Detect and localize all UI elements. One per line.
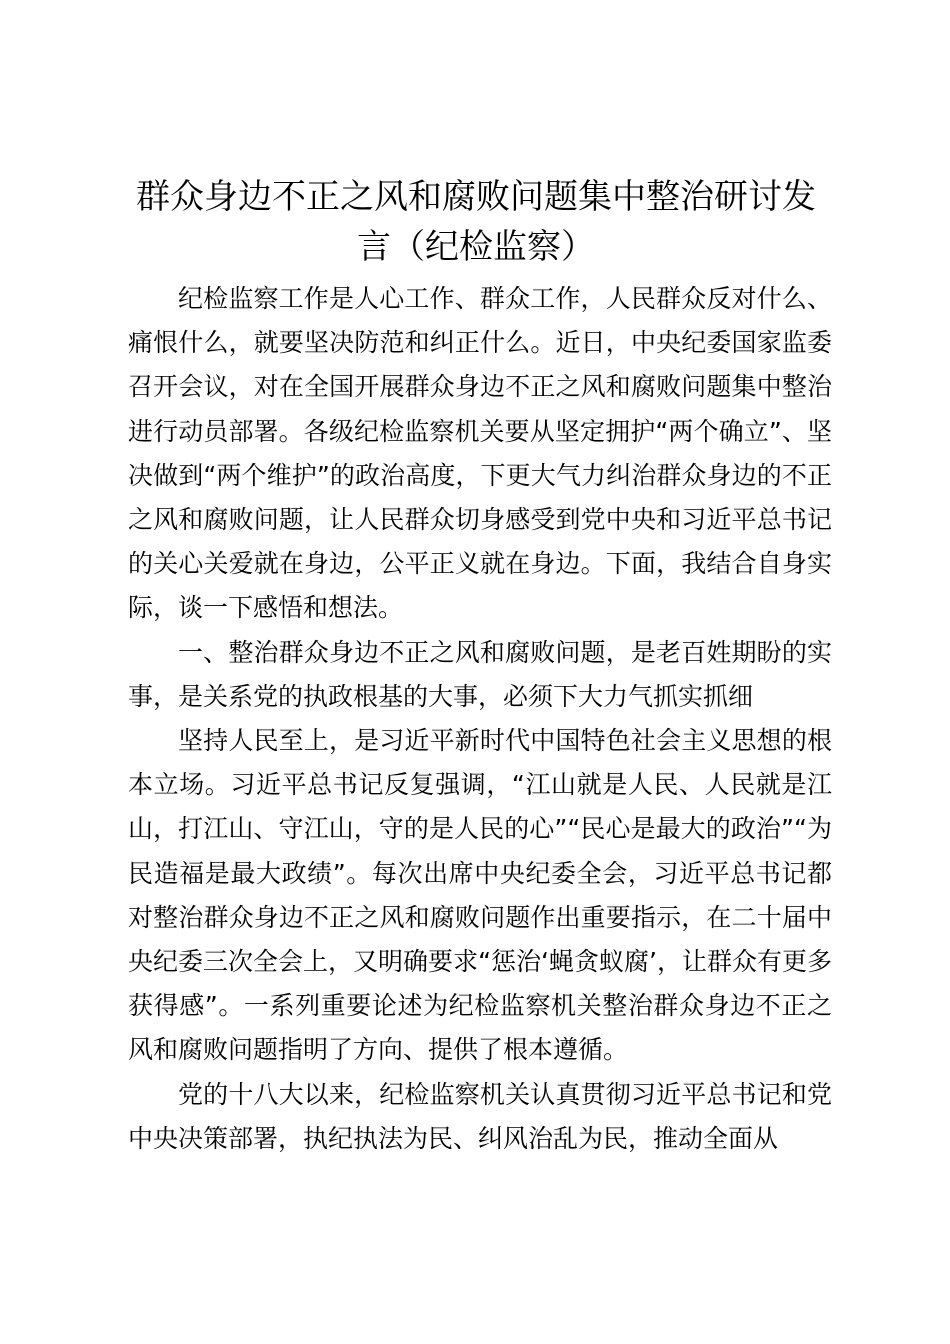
paragraph-since-18th-congress: 党的十八大以来，纪检监察机关认真贯彻习近平总书记和党中央决策部署，执纪执法为民、纠风治乱为民，推动全面从 (128, 1079, 832, 1153)
paragraph-people-first: 坚持人民至上，是习近平新时代中国特色社会主义思想的根本立场。习近平总书记反复强调，“江山就是人民、人民就是江山，打江山、守江山，守的是人民的心”“民心是最大的政治”“为民造福是最大政绩”。每次出席中央纪委全会，习近平总书记都对整治群众身边不正之风和腐败问题作出重要指示，在二十届中央纪委三次全会上，又明确要求“惩治‘蝇贪蚁腐’，让群众有更多获得感”。一系列重要论述为纪检监察机关整治群众身边不正之风和腐败问题指明了方向、提供了根本遵循。 (128, 726, 832, 1065)
section-heading-1: 一、整治群众身边不正之风和腐败问题，是老百姓期盼的实事，是关系党的执政根基的大事，必须下大力气抓实抓细 (128, 637, 832, 711)
paragraph-intro: 纪检监察工作是人心工作、群众工作，人民群众反对什么、痛恨什么，就要坚决防范和纠正什么。近日，中央纪委国家监委召开会议，对在全国开展群众身边不正之风和腐败问题集中整治进行动员部署。各级纪检监察机关要从坚定拥护“两个确立”、坚决做到“两个维护”的政治高度，下更大气力纠治群众身边的不正之风和腐败问题，让人民群众切身感受到党中央和习近平总书记的关心关爱就在身边，公平正义就在身边。下面，我结合自身实际，谈一下感悟和想法。 (128, 284, 832, 623)
document-body (128, 277, 832, 1161)
document-title: 群众身边不正之风和腐败问题集中整治研讨发言（纪检监察） (136, 177, 816, 267)
